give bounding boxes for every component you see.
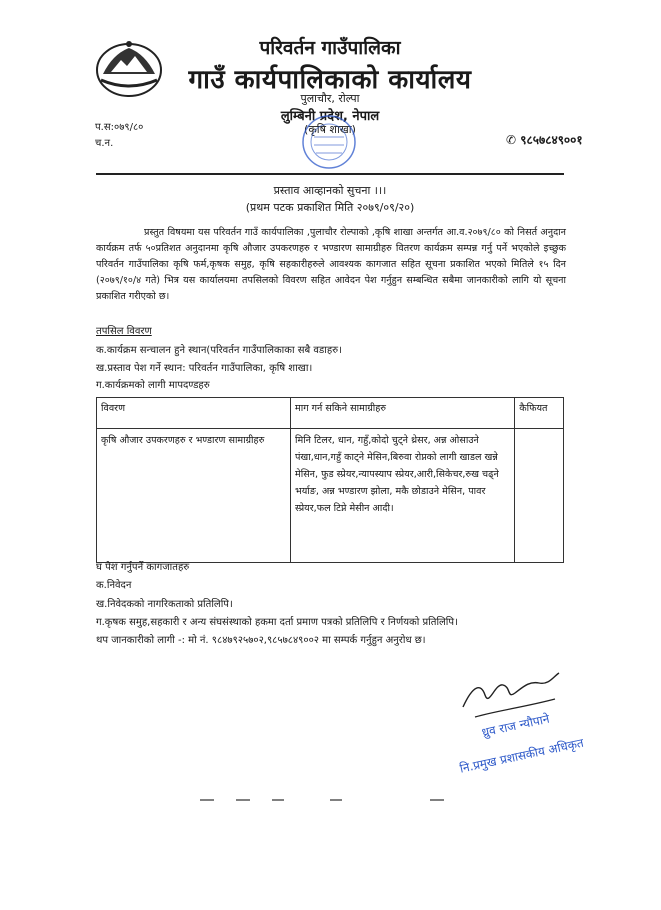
org-name-line1: परिवर्तन गाउँपालिका [259, 37, 401, 59]
reference-number: प.स:०७९/८० [95, 122, 144, 133]
requirements-table [96, 397, 564, 563]
document-item-1: क.निवेदन [96, 580, 132, 591]
header-divider [96, 173, 564, 175]
details-line-1: क.कार्यक्रम सन्चालन हुने स्थान(परिवर्तन गाउँपालिकाका सबै वडाहरु। [96, 345, 342, 356]
notice-title: प्रस्ताव आव्हानको सुचना ।।। [273, 184, 387, 197]
document-item-2: ख.निवेदकको नागरिकताको प्रतिलिपि। [96, 599, 233, 610]
challan-number: च.न. [95, 138, 114, 149]
details-section-title: तपसिल विवरण [96, 326, 152, 337]
documents-title: घ पेश गर्नुपर्ने कागजातहरु [96, 562, 190, 573]
notice-subtitle: (प्रथम पटक प्रकाशित मिति २०७९/०९/२०) [245, 201, 415, 214]
table-header-row [97, 398, 564, 429]
notice-body [96, 225, 566, 305]
address-line2: लुम्बिनी प्रदेश, नेपाल [280, 109, 380, 124]
table-header-remarks: कैफियत [515, 398, 564, 429]
address-line1: पुलाचौर, रोल्पा [300, 92, 360, 105]
contact-info: थप जानकारीको लागी -: मो नं. ९८४७९२५७०२,९८५७८४९००२ मा सम्पर्क गर्नुहुन अनुरोध छ। [96, 635, 426, 646]
table-row [97, 429, 564, 563]
notice-body-text: प्रस्तुत विषयमा यस परिवर्तन गाउँ कार्यपालिका ,पुलाचौर रोल्पाको ,कृषि शाखा अन्तर्गत आ.व.२०७९/८० को निसर्त अनुदान कार्यक्रम तर्फ ५०प्रतिशत अनुदानमा कृषि औजार उपकरणहरु र भण्डारण सामाग्रीहरु वितरण कार्यक्रम सम्पन्न गर्नु पर्ने भएकोले इच्छुक परिवर्तन गाउँपालिका कृषि फर्म,कृषक समुह, कृषि सहकारीहरुले आवश्यक कागजात सहित सूचना प्रकाशित भएको मितिले १५ दिन (२०७९/१०/४ गते) भित्र यस कार्यालयमा तपसिलको विवरण सहित आवेदन पेश गर्नुहुन सम्बन्धित सबैमा जानकारीको लागि यो सूचना प्रकाशित गरीएको छ। [96, 227, 566, 302]
details-line-2: ख.प्रस्ताव पेश गर्ने स्थान: परिवर्तन गाउँपालिका, कृषि शाखा। [96, 363, 313, 374]
branch-name: (कृषि शाखा) [304, 123, 356, 136]
phone-number [506, 131, 583, 148]
org-name-line2: गाउँ कार्यपालिकाको कार्यालय [188, 65, 472, 95]
table-header-items: माग गर्न सकिने सामाग्रीहरु [290, 398, 514, 429]
office-stamp [300, 113, 358, 171]
phone-icon: ✆ [506, 133, 517, 147]
signatory-title: नि.प्रमुख प्रशासकीय अधिकृत [458, 735, 585, 776]
signatory-name: ध्रुव राज न्यौपाने [480, 711, 551, 740]
document-item-3: ग.कृषक समुह,सहकारी र अन्य संघसंस्थाको हकमा दर्ता प्रमाण पत्रको प्रतिलिपि र निर्णयको प्रतिलिपि। [96, 617, 458, 628]
details-line-3: ग.कार्यक्रमको लागी मापदण्डहरु [96, 380, 210, 391]
phone-value: ९८५७८४९००१ [520, 133, 583, 147]
table-cell-remarks [515, 429, 564, 563]
table-cell-description: कृषि औजार उपकरणहरु र भण्डारण सामाग्रीहरु [97, 429, 291, 563]
table-cell-items: मिनि टिलर, धान, गहुँ,कोदो चुट्ने थ्रेसर, अन्न ओसाउने पंखा,धान,गहुँ काट्ने मेसिन,बिरुवा रोप्नको लागी खाडल खन्ने मेसिन, फुड स्प्रेयर,न्यापस्याप स्प्रेयर,आरी,सिकेचर,रुख चढ्ने भर्याङ, अन्न भण्डारण झोला, मकै छोडाउने मेसिन, पावर स्प्रेयर,फल टिप्ने मेसीन आदी। [290, 429, 514, 563]
scan-marks [200, 798, 460, 802]
table-header-description: विवरण [97, 398, 291, 429]
